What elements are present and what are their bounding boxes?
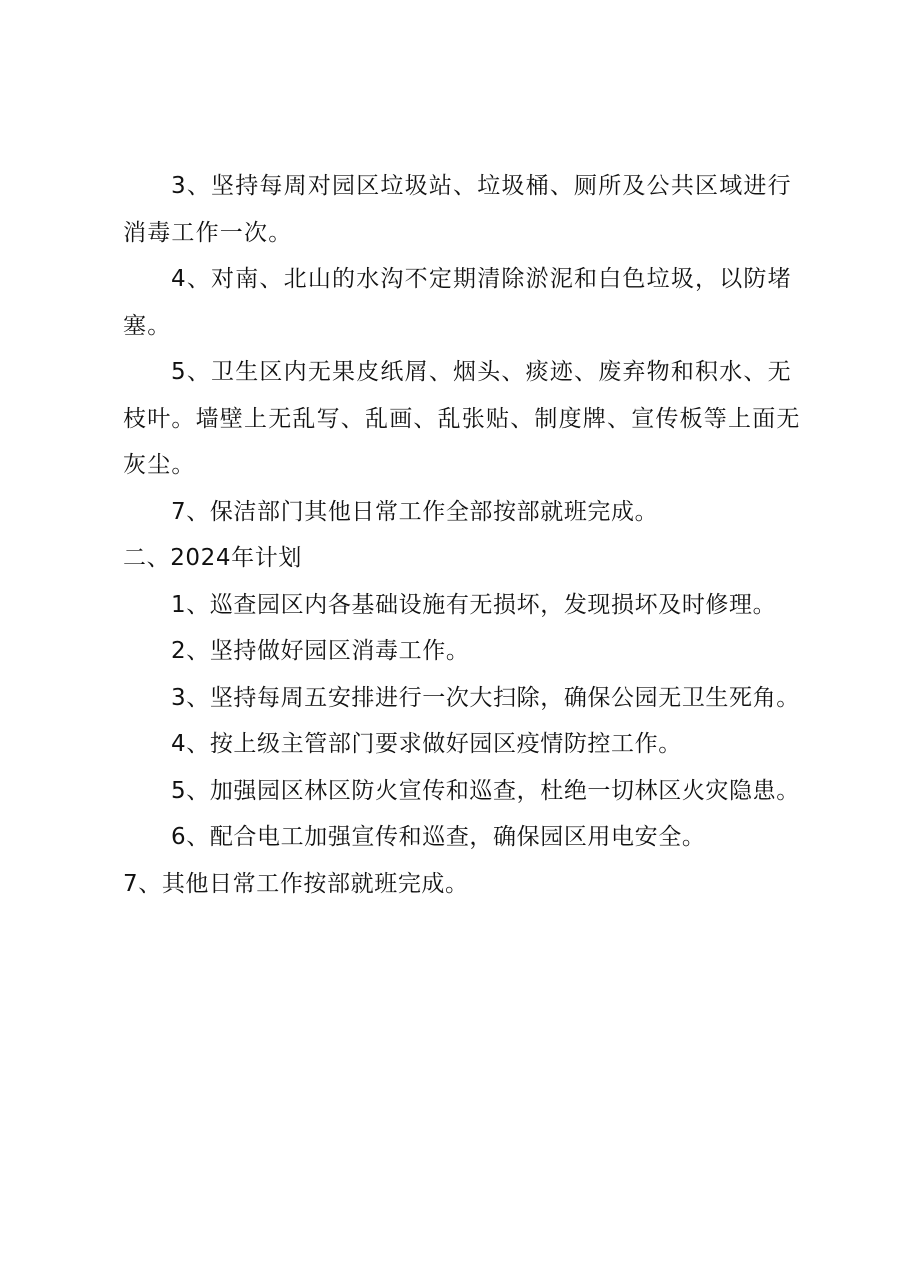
plan-item-6: 6、配合电工加强宣传和巡查，确保园区用电安全。 — [171, 824, 706, 850]
plan-item-4: 4、按上级主管部门要求做好园区疫情防控工作。 — [171, 731, 682, 757]
paragraph-item-5: 5、卫生区内无果皮纸屑、烟头、痰迹、废弃物和积水、无枝叶。墙壁上无乱写、乱画、乱张贴、制度牌、宣传板等上面无灰尘。 — [123, 359, 801, 478]
document-body — [123, 163, 813, 907]
paragraph-item-4: 4、对南、北山的水沟不定期清除淤泥和白色垃圾，以防堵塞。 — [123, 266, 792, 339]
plan-item-1: 1、巡查园区内各基础设施有无损坏，发现损坏及时修理。 — [171, 591, 777, 618]
section-heading: 二、2024年计划 — [123, 545, 302, 571]
plan-item-3: 3、坚持每周五安排进行一次大扫除，确保公园无卫生死角。 — [171, 684, 800, 711]
paragraph-item-7: 7、保洁部门其他日常工作全部按部就班完成。 — [171, 498, 659, 525]
plan-item-2: 2、坚持做好园区消毒工作。 — [171, 638, 470, 664]
paragraph-item-3: 3、坚持每周对园区垃圾站、垃圾桶、厕所及公共区域进行消毒工作一次。 — [123, 173, 792, 246]
plan-item-5: 5、加强园区林区防火宣传和巡查，杜绝一切林区火灾隐患。 — [171, 777, 800, 804]
plan-item-final: 7、其他日常工作按部就班完成。 — [123, 870, 469, 897]
